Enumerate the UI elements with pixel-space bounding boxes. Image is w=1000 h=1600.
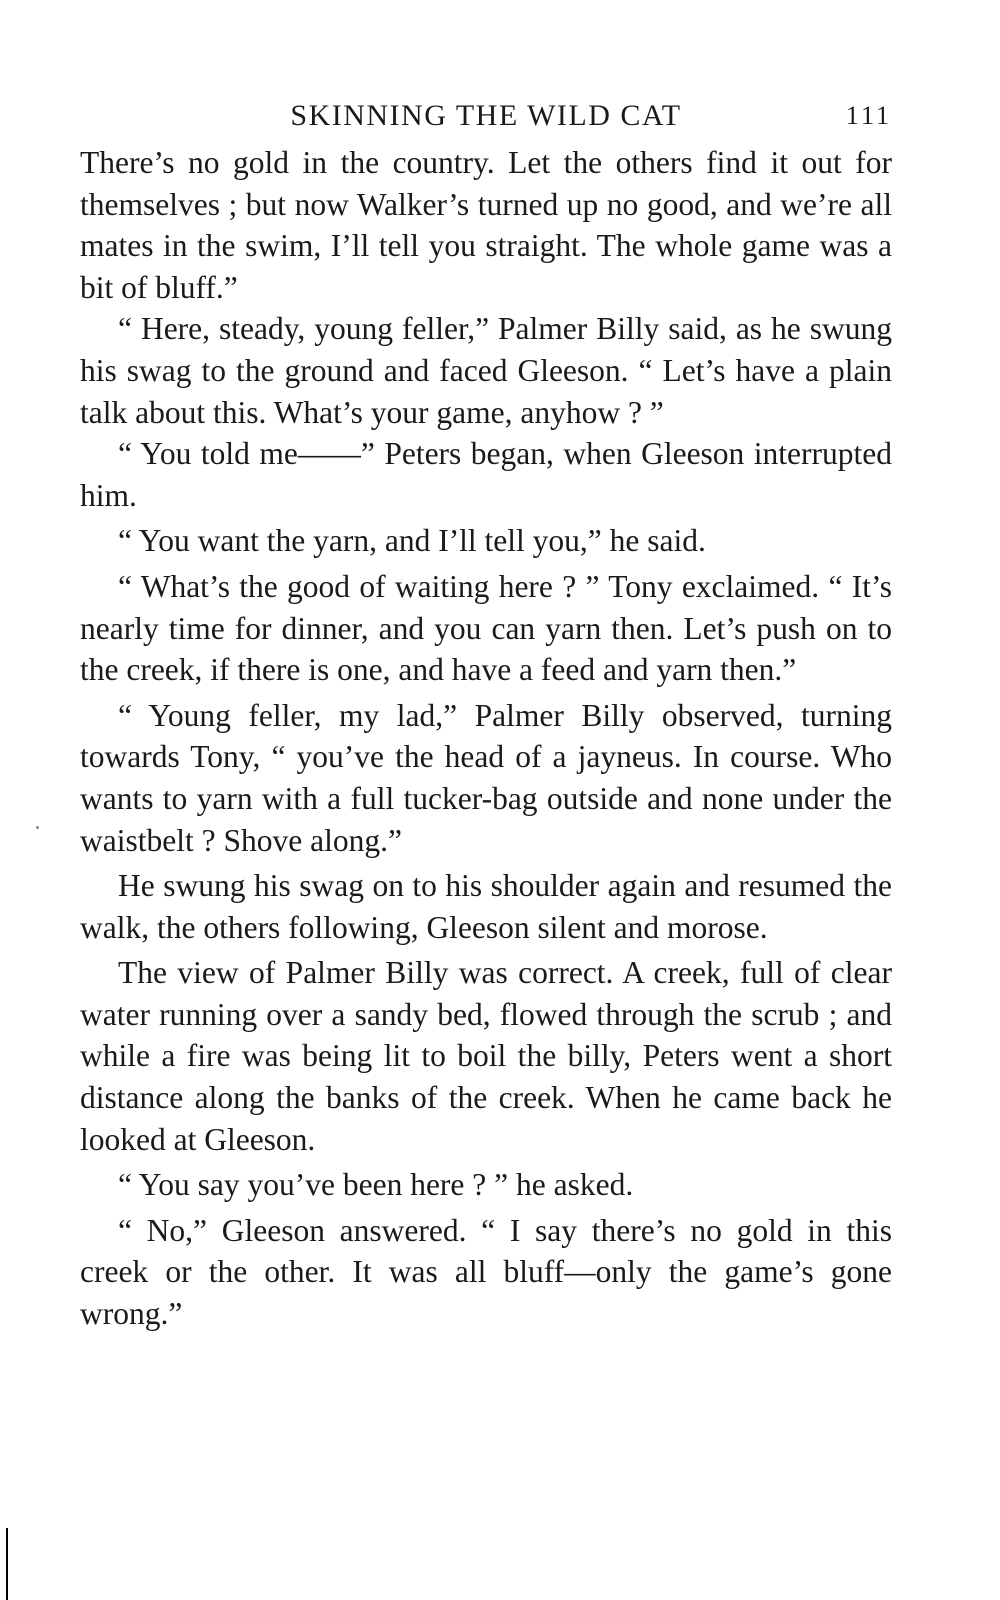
paragraph: “ Young feller, my lad,” Palmer Billy observed, turning towards Tony, “ you’ve the head of a jayneus. In course. Who wants to yarn with a full tucker-bag outside and none under the waistbelt ? Shove along.”: [80, 697, 892, 858]
paragraph: The view of Palmer Billy was correct. A creek, full of clear water running over a sandy bed, flowed through the scrub ; and while a fire was being lit to boil the billy, Peters went a short distance along the banks of the creek. When he came back he looked at Gleeson.: [80, 955, 892, 1157]
paragraph: “ What’s the good of waiting here ? ” Tony exclaimed. “ It’s nearly time for dinner, and you can yarn then. Let’s push on to the creek, if there is one, and have a feed and yarn then.”: [80, 568, 892, 688]
paragraph: “ You want the yarn, and I’ll tell you,” he said.: [118, 523, 706, 559]
paragraph: “ Here, steady, young feller,” Palmer Billy said, as he swung his swag to the ground and faced Gleeson. “ Let’s have a plain talk about this. What’s your game, anyhow ? ”: [80, 311, 892, 430]
scan-edge-line: [6, 1528, 8, 1600]
paragraph: There’s no gold in the country. Let the others find it out for themselves ; but now Walker’s turned up no good, and we’re all mates in the swim, I’ll tell you straight. The whole game was a bit of bluff.”: [80, 145, 892, 305]
running-head: [80, 90, 892, 142]
body-text: [80, 142, 892, 1335]
chapter-title: SKINNING THE WILD CAT: [290, 99, 682, 132]
paragraph: “ You say you’ve been here ? ” he asked.: [118, 1167, 634, 1203]
book-page: [80, 90, 892, 1335]
paragraph: “ No,” Gleeson answered. “ I say there’s no gold in this creek or the other. It was all bluff—only the game’s gone wrong.”: [80, 1212, 892, 1332]
paragraph: He swung his swag on to his shoulder again and resumed the walk, the others following, Gleeson silent and morose.: [80, 868, 892, 945]
scan-speck: [36, 826, 39, 829]
paragraph: “ You told me——” Peters began, when Gleeson interrupted him.: [80, 436, 892, 513]
page-number: 111: [845, 101, 892, 130]
